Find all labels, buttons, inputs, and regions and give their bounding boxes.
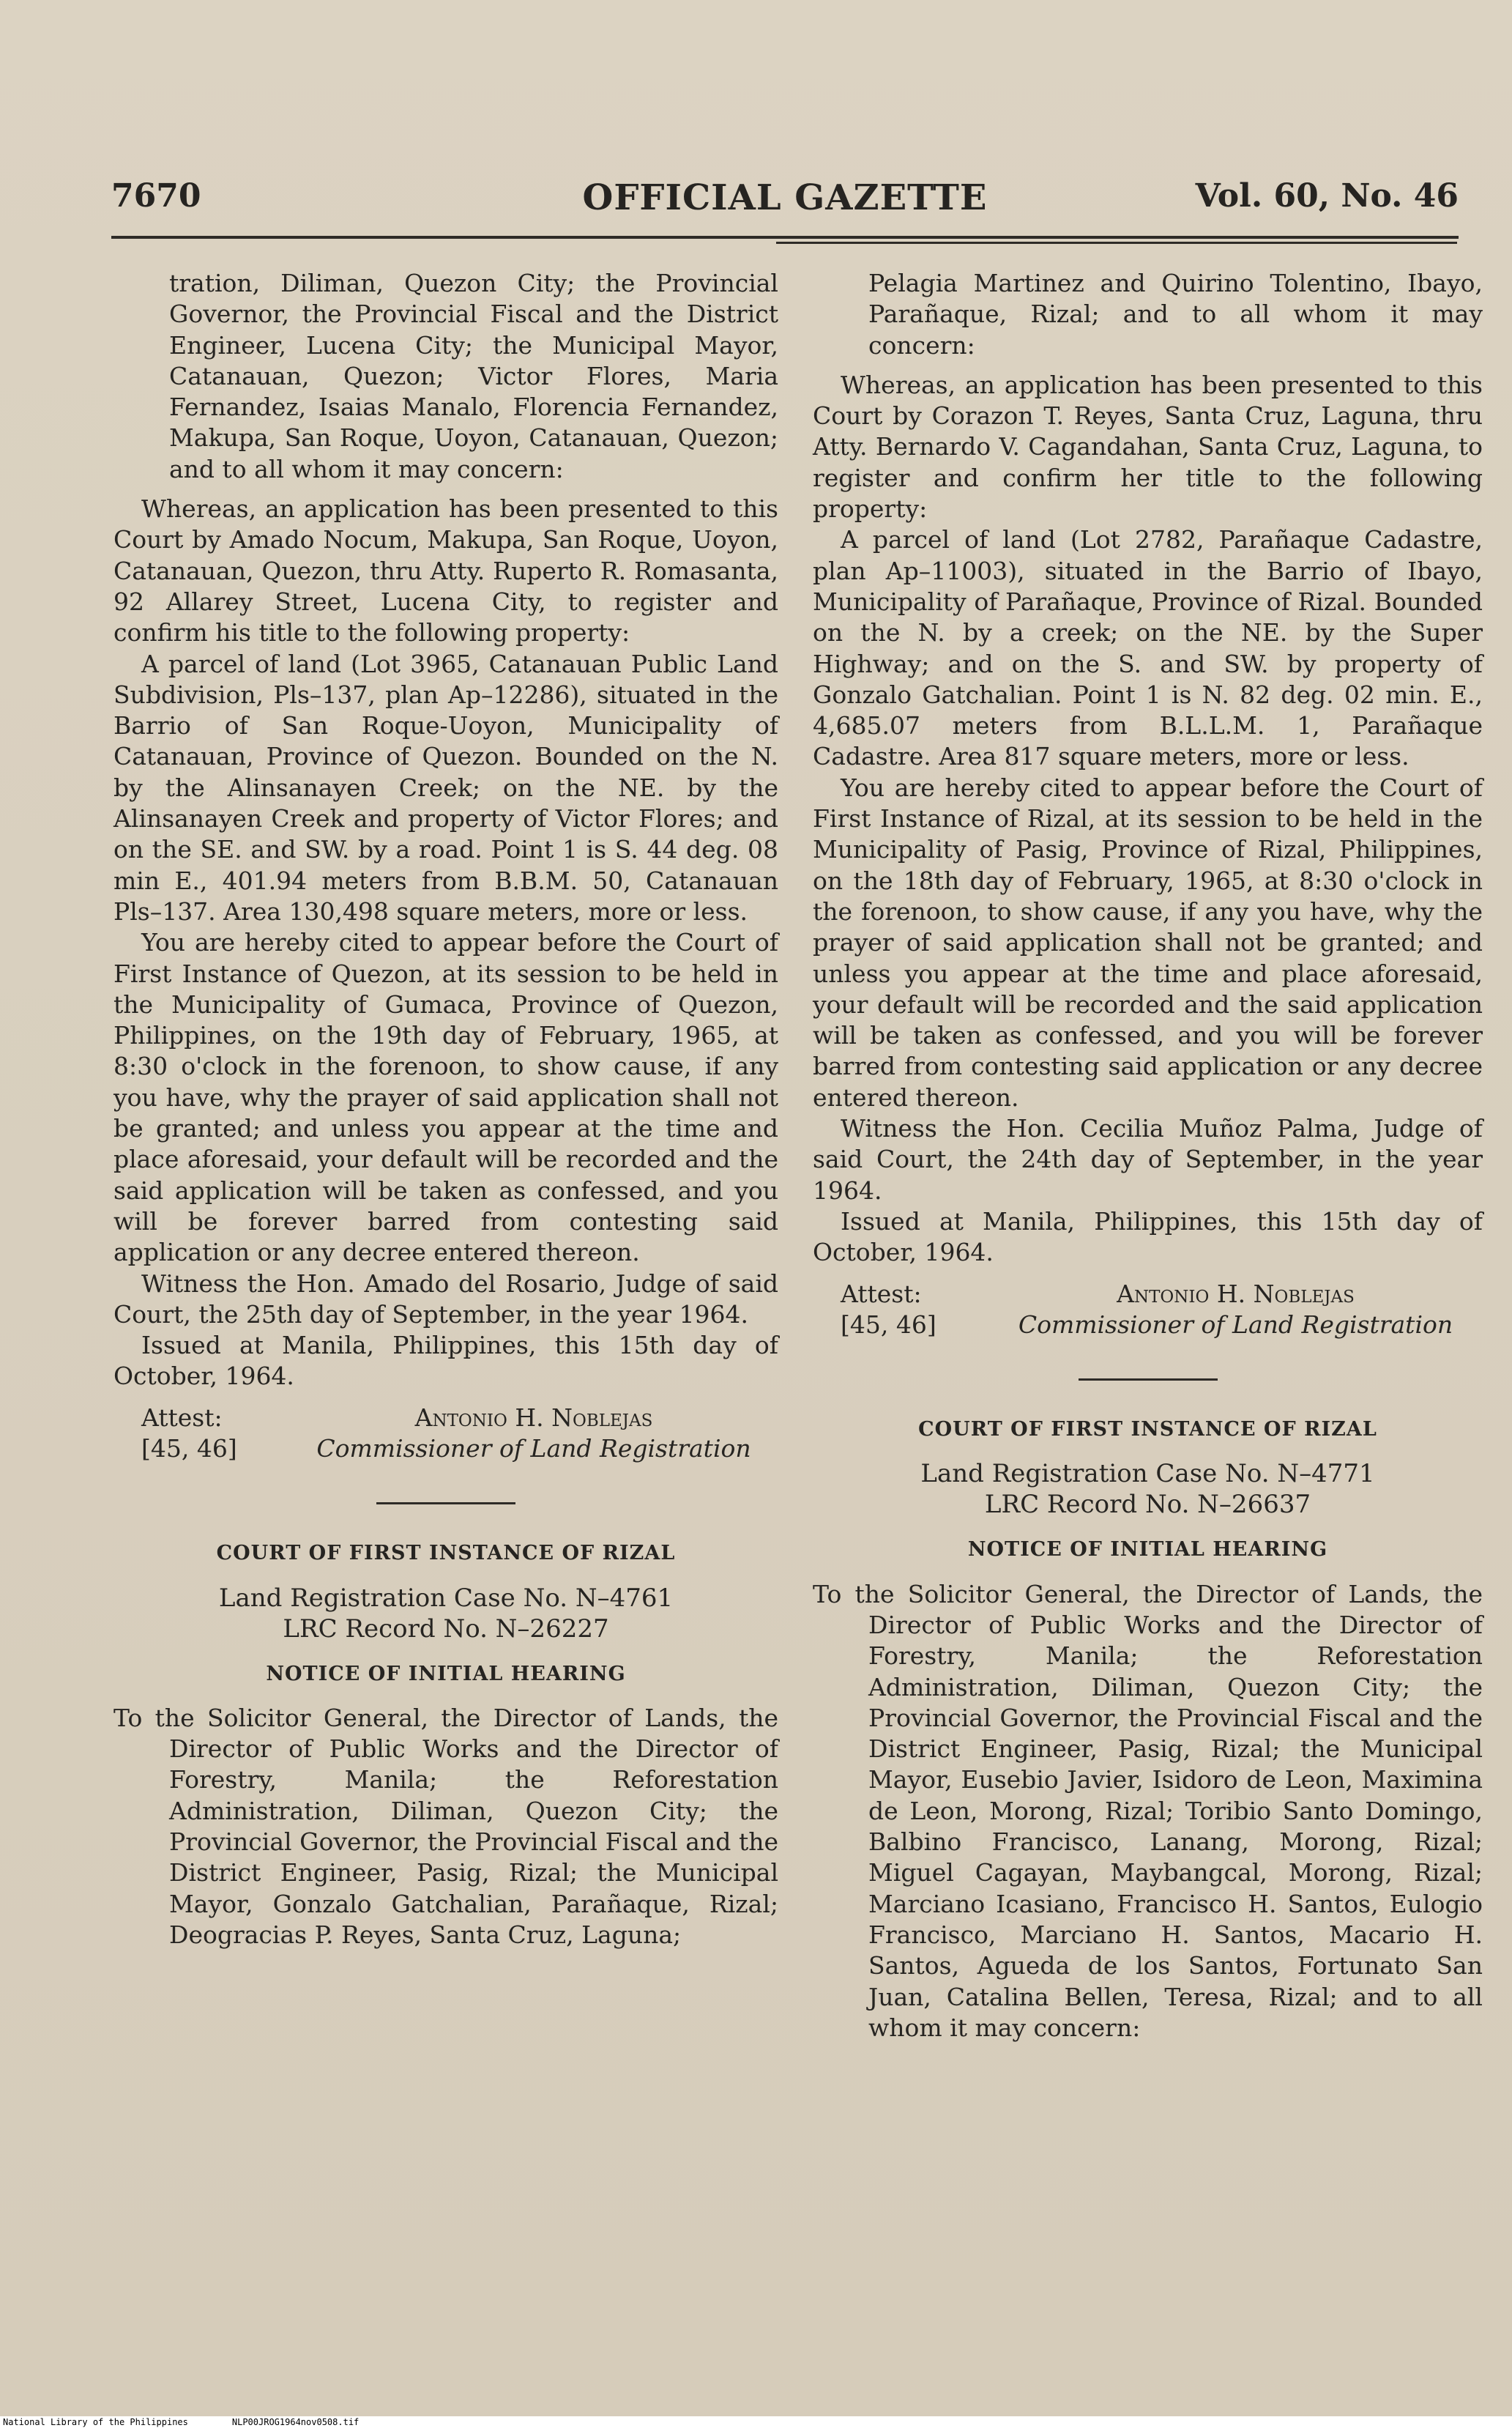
section-divider [1079, 1378, 1218, 1381]
page-number: 7670 [111, 177, 201, 215]
property-description: A parcel of land (Lot 2782, Parañaque Cadastre, plan Ap–11003), situated in the Barrio of Ibayo, Municipality of Parañaque, Province of Rizal. Bounded on the N. by a creek; on the NE. by the Super Highway; and on the S. and SW. by property of Gonzalo Gatchalian. Point 1 is N. 82 deg. 02 min. E., 4,685.07 meters from B.L.L.M. 1, Parañaque Cadastre. Area 817 square meters, more or less. [813, 525, 1483, 771]
library-credit: National Library of the Philippines [3, 2417, 188, 2427]
file-name: NLP00JROG1964nov0508.tif [231, 2417, 360, 2427]
right-column [813, 268, 1483, 2043]
notice-heading: NOTICE OF INITIAL HEARING [266, 1662, 626, 1685]
notice-heading: NOTICE OF INITIAL HEARING [967, 1538, 1328, 1562]
addressee-list: To the Solicitor General, the Director of Lands, the Director of Public Works and the Director of Forestry, Manila; the Reforestation Administration, Diliman, Quezon City; the Provincial Governor, the Provincial Fiscal and the District Engineer, Pasig, Rizal; the Municipal Mayor, Eusebio Javier, Isidoro de Leon, Maximina de Leon, Morong, Rizal; Toribio Santo Domingo, Balbino Francisco, Lanang, Morong, Rizal; Miguel Cagayan, Maybangcal, Morong, Rizal; Marciano Icasiano, Francisco H. Santos, Eulogio Francisco, Marciano H. Santos, Macario H. Santos, Agueda de los Santos, Fortunato San Juan, Catalina Bellen, Teresa, Rizal; and to all whom it may concern: [813, 1579, 1483, 2042]
header-rule-right [776, 242, 1457, 244]
lrc-record-number: LRC Record No. N–26227 [283, 1614, 609, 1644]
court-heading: COURT OF FIRST INSTANCE OF RIZAL [918, 1418, 1377, 1441]
whereas-paragraph: Whereas, an application has been presented to this Court by Corazon T. Reyes, Santa Cruz, Laguna, thru Atty. Bernardo V. Cagandahan, Santa Cruz, Laguna, to register and confirm her title to the following property: [813, 370, 1483, 524]
court-heading: COURT OF FIRST INSTANCE OF RIZAL [216, 1542, 676, 1565]
left-column [113, 268, 778, 1950]
property-description: A parcel of land (Lot 3965, Catanauan Public Land Subdivision, Pls–137, plan Ap–12286), situated in the Barrio of San Roque-Uoyon, Municipality of Catanauan, Province of Quezon. Bounded on the N. by the Alinsanayen Creek; on the NE. by the Alinsanayen Creek and property of Victor Flores; and on the SE. and SW. by a road. Point 1 is S. 44 deg. 08 min E., 401.94 meters from B.B.M. 50, Catanauan Pls–137. Area 130,498 square meters, more or less. [113, 649, 778, 926]
lrc-record-number: LRC Record No. N–26637 [984, 1490, 1311, 1520]
attest-issue: [45, 46] [141, 1433, 237, 1463]
case-number: Land Registration Case No. N–4771 [920, 1459, 1375, 1489]
citation-paragraph: You are hereby cited to appear before the Court of First Instance of Rizal, at its session to be held in the Municipality of Pasig, Province of Rizal, Philippines, on the 18th day of February, 1965, at 8:30 o'clock in the forenoon, to show cause, if any you have, why the prayer of said application shall not be granted; and unless you appear at the time and place aforesaid, your default will be recorded and the said application will be taken as confessed, and you will be forever barred from contesting said application or any decree entered thereon. [813, 773, 1483, 1112]
attest-title: Commissioner of Land Registration [316, 1433, 751, 1463]
publication-title: OFFICIAL GAZETTE [582, 177, 988, 218]
attest-title: Commissioner of Land Registration [1018, 1310, 1453, 1339]
case-number: Land Registration Case No. N–4761 [218, 1583, 674, 1613]
addressee-list: To the Solicitor General, the Director of Lands, the Director of Public Works and the Director of Forestry, Manila; the Reforestation Administration, Diliman, Quezon City; the Provincial Governor, the Provincial Fiscal and the District Engineer, Pasig, Rizal; the Municipal Mayor, Gonzalo Gatchalian, Parañaque, Rizal; Deogracias P. Reyes, Santa Cruz, Laguna; [113, 1703, 778, 1949]
addressee-continuation: Pelagia Martinez and Quirino Tolentino, Ibayo, Parañaque, Rizal; and to all whom it may concern: [868, 269, 1483, 360]
attest-block [813, 1279, 1483, 1341]
issued-paragraph: Issued at Manila, Philippines, this 15th day of October, 1964. [813, 1206, 1483, 1267]
attest-name: Antonio H. Noblejas [414, 1403, 653, 1432]
witness-paragraph: Witness the Hon. Cecilia Muñoz Palma, Judge of said Court, the 24th day of September, in the year 1964. [813, 1114, 1483, 1205]
addressee-continuation: tration, Diliman, Quezon City; the Provincial Governor, the Provincial Fiscal and the District Engineer, Lucena City; the Municipal Mayor, Catanauan, Quezon; Victor Flores, Maria Fernandez, Isaias Manalo, Florencia Fernandez, Makupa, San Roque, Uoyon, Catanauan, Quezon; and to all whom it may concern: [169, 269, 778, 483]
issued-paragraph: Issued at Manila, Philippines, this 15th day of October, 1964. [113, 1331, 778, 1391]
section-divider [376, 1502, 515, 1504]
attest-name: Antonio H. Noblejas [1117, 1279, 1355, 1308]
attest-block [113, 1403, 778, 1465]
volume-number: Vol. 60, No. 46 [1195, 177, 1459, 215]
attest-issue: [45, 46] [841, 1310, 936, 1339]
attest-label: Attest: [141, 1403, 223, 1432]
page-header [111, 177, 1459, 229]
attest-label: Attest: [841, 1279, 922, 1308]
whereas-paragraph: Whereas, an application has been presented to this Court by Amado Nocum, Makupa, San Roque, Uoyon, Catanauan, Quezon, thru Atty. Ruperto R. Romasanta, 92 Allarey Street, Lucena City, to register and confirm his title to the following property: [113, 494, 778, 647]
witness-paragraph: Witness the Hon. Amado del Rosario, Judge of said Court, the 25th day of September, in the year 1964. [113, 1269, 778, 1329]
header-rule [111, 236, 1459, 239]
citation-paragraph: You are hereby cited to appear before the Court of First Instance of Quezon, at its session to be held in the Municipality of Gumaca, Province of Quezon, Philippines, on the 19th day of February, 1965, at 8:30 o'clock in the forenoon, to show cause, if any you have, why the prayer of said application shall not be granted; and unless you appear at the time and place aforesaid, your default will be recorded and the said application will be taken as confessed, and you will be forever barred from contesting said application or any decree entered thereon. [113, 928, 778, 1267]
scan-footer [0, 2416, 1512, 2428]
